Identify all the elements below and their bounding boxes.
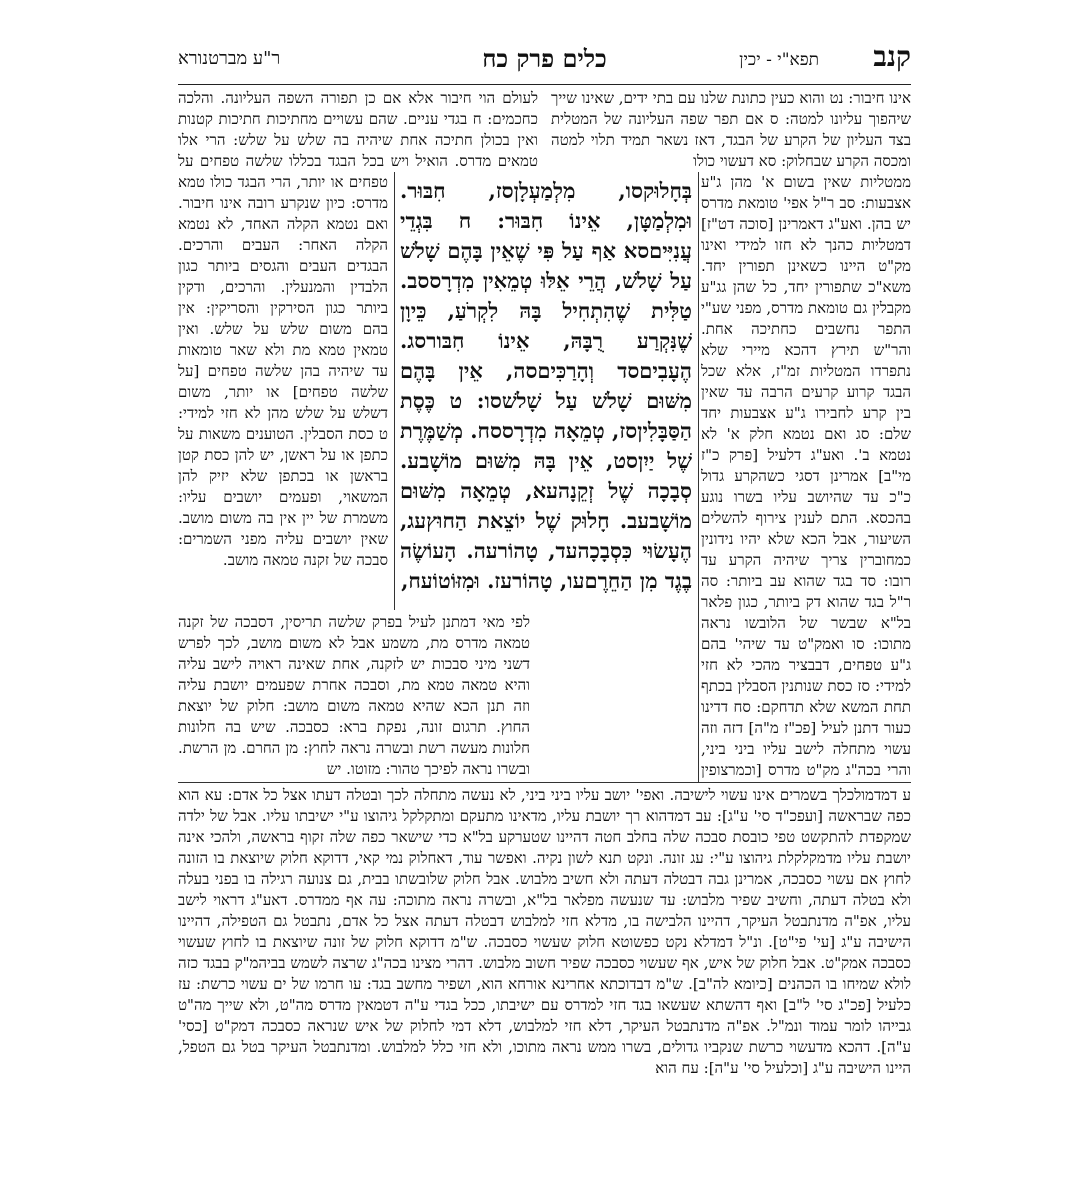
- yachin-text-narrow: ממטליות שאין בשום א' מהן ג"ע אצבעות: סב ר"ל אפי' טומאת מדרס יש בהן. ואע"ג דאמרינן [סוכה דט"ז] דמטליות כהנך לא חזו למידי ואינו מק"ט היינו כשאינן תפורין יחד. משא"כ שתפורין יחד, כל שהן גג"ע מקבלין גם טומאת מדרס, מפני שע"י התפר נחשבים כחתיכה אחת. והר"ש תירץ דהכא מיירי שלא נתפרדו המטליות זמ"ז, אלא שכל הבגד קרוע קרעים הרבה עד שאין בין קרע לחבירו ג"ע אצבעות יחד שלם: סג ואם נטמא חלק א' לא נטמא ב'. ואע"ג דלעיל [פרק כ"ז מי"ב] אמרינן דסגי כשהקרע גדול כ"כ עד שהיושב עליו בשרו נוגע בהכסא. התם לענין צירוף להשלים השיעור, אבל הכא שלא יהיו נידונין כמחוברין צריך שיהיה הקרע עד רובו: סד בגד שהוא עב ביותר: סה ר"ל בגד שהוא דק ביותר, כגון פלאר בל"א שבשר של הלובשו נראה מתוכו: סו ואמק"ט עד שיהי' בהם ג"ע טפחים, דבבציר מהכי לא חזי למידי: סז כסת שנותנין הסבלין בכתף תחת המשא שלא תדחקם: סח דדינו כעור דתנן לעיל [פכ"ז מ"ה] דזה וזה עשוי מתחלה לישב עליו ביני ביני, והרי בכה"ג מק"ט מדרס [וכמרצופין: [701, 173, 911, 779]
- yachin-text-top: אינו חיבור: נט והוא כעין כתונת שלנו עם בתי ידים, שאינו שייך שיהפוך עליונו למטה: ס אם תפר שפה העליונה של המטלית בצד העליון של הקרע של הבגד, דאז נשאר תמיד תלוי למטה ומכסה הקרע שבחלוק: סא דעשוי כולו: [551, 89, 911, 170]
- section-divider: [178, 782, 911, 783]
- page-header: [178, 40, 911, 85]
- yachin-commentary-narrow: [701, 172, 911, 782]
- column-divider-right: [698, 172, 699, 782]
- yachin-commentary-bottom: [178, 785, 911, 1175]
- bartenura-label: ר"ע מברטנורא: [178, 48, 281, 69]
- commentary-range: תפא"י - יכין: [739, 50, 819, 70]
- bartenura-commentary-narrow: [178, 172, 388, 610]
- yachin-text-bottom: ע דמדמולכלך בשמרים אינו עשוי לישיבה. ואפי' יושב עליו ביני ביני, לא נעשה מתחלה לכך ובטלה דעתו אצל כל אדם: עא הוא כפה שבראשה [ועפכ"ד סי' ע"ג]: עב דמדהוא רך יושבת עליו, מדאינו מתעקם ומתקלקל גיהוצו ע"י ישיבתו עליו. אבל של ילדה שמקפדת להתקשט טפי כובסת סבכה שלה בחלב חטה דהיינו שטערקע בל"א כדי שישאר כפה שלה זקוף בראשה, ולהכי אינה יושבת עליו מדמקלקלת גיהוצו ע"י: עג זונה. ונקט תנא לשון נקיה. ואפשר עוד, דאחלוק נמי קאי, דדוקא חלוק שיוצאת בו הזונה לחוץ אם עשוי כסבכה, אמרינן גבה דבטלה דעתה ולא חשיב מלבוש. אבל חלוק שלובשתו בבית, גם צנועה רגילה בו בפני בעלה ולא בטלה דעתה, וחשיב שפיר מלבוש: עד שנעשה מפלאר בל"א, ובשרה נראה מתוכה: עה אף ממדרס. דאע"ג דראוי לישב עליו, אפ"ה מדנתבטל העיקר, דהיינו הלבישה בו, מדלא חזי למלבוש דבטלה דעתה אצל כל אדם, נתבטל גם הטפילה, דהיינו הישיבה ע"ג [עי' פי"ט]. ונ"ל דמדלא נקט כפשוטא חלוק שעשוי כסבכה. ש"מ דדוקא חלוק של זונה שיוצאת בו לחוץ שעשוי כסבכה אמק"ט. אבל חלוק של איש, אף שעשוי כסבכה שפיר חשוב מלבוש. דהרי מצינו בכה"ג שרצה לשמש בביהמ"ק בבגד כזה לולא שמיחו בו הכהנים [כיומא לה"ב]. ש"מ דבדוכתא אחרינא אורחא הוא, ושפיר מחשב בגד: עו חרמו של ים עשוי כרשת: עז כלעיל [פכ"ג סי' ל"ב] ואף דהשתא שעשאו בגד חזי למדרס עם ישיבתו, ככל בגדי ע"ה דטמאין מדרס מה"ט, ולא שייך מה"ט גבייהו לומר עמוד ונמ"ל. אפ"ה מדנתבטל העיקר, דלא חזי למלבוש, דלא דמי לחלוק של איש שנראה כסבכה דמק"ט [כסי' ע"ה]. דהכא מדעשוי כרשת שנקביו גדולים, בשרו ממש נראה מתוכו, ולא חזי כלל למלבוש. ומדנתבטל העיקר בטל גם הטפל, היינו הישיבה ע"ג [וכלעיל סי' ע"ה]: עח הוא: [178, 786, 911, 1077]
- bartenura-commentary-top: [178, 88, 538, 172]
- bartenura-text-bottom: לפי מאי דמתנן לעיל בפרק שלשה תריסין, דסבכה של זקנה טמאה מדרס מת, משמע אבל לא משום מושב, לכך לפרש דשני מיני סבכות יש לזקנה, אחת שאינה ראויה לישב עליה והיא טמאה טמא מת, וסבכה אחרת שפעמים יושבת עליה וזה תנן הכא שהיא טמאה משום מושב: חלוק של יוצאת החוץ. תרגום זונה, נפקת ברא: כסבכה. שיש בה חלונות חלונות מעשה רשת ובשרה נראה לחוץ: מן החרם. מן הרשת. ובשרו נראה לפיכך טהור: מזוטו. יש: [178, 613, 530, 778]
- bartenura-text-narrow: טפחים או יותר, הרי הבגד כולו טמא מדרס: כיון שנקרע רובה אינו חיבור. ואם נטמא הקלה האחד, לא נטמא הקלה האחר: העבים והרכים. הבגדים העבים והגסים ביותר כגון הלבדין והמנעלין. והרכים, ודקין ביותר כגון הסירקין והסריקין: אין בהם משום שלש על שלש. ואין טמאין טמא מת ולא שאר טומאות עד שיהיה בהן שלשה טפחים [על שלשה טפחים] או יותר, משום דשלש על שלש מהן לא חזי למידי: ט כסת הסבלין. הטוענים משאות על כתפן או על ראשן, יש להן כסת קטן בראשן או בכתפן שלא יזיק להן המשאוי, ופעמים יושבים עליו: משמרת של יין אין בה משום מושב. שאין יושבים עליה מפני השמרים: סבכה של זקנה טמאה מושב.: [178, 173, 388, 569]
- mishna-text: [400, 176, 692, 608]
- bartenura-text-top: לעולם הוי חיבור אלא אם כן תפורה השפה העליונה. והלכה כחכמים: ח בגדי עניים. שהם עשויים מחתיכות חתיכות קטנות ואין בכולן חתיכה אחת שיהיה בה שלש על שלש: הרי אלו טמאים מדרס. הואיל ויש בכל הבגד בכללו שלשה טפחים על: [178, 89, 538, 170]
- bartenura-commentary-bottom: [178, 612, 530, 782]
- page-number: קנב: [873, 40, 911, 73]
- mishna-paragraph: בְּחָלוּקסו, מִלְמַעְלָןסז, חִבּוּר. וּמִלְמַטָּן, אֵינוֹ חִבּוּר: ח בִּגְדֵי עֲנִיִּיםסא אַף עַל פִּי שֶׁאֵין בָּהֶם שָׁלֹשׁ עַל שָׁלֹשׁ, הֲרֵי אֵלּוּ טְמֵאִין מִדְרָססב. טַלִּית שֶׁהִתְחִיל בָּהּ לִקְרֹעַ, כֵּיוָן שֶׁנִּקְרַע רֻבָּהּ, אֵינוֹ חִבּורסג. הֶעָבִיםסד וְהָרַכִּיםסה, אֵין בָּהֶם מִשּׁוּם שָׁלֹשׁ עַל שָׁלֹשׁסו: ט כֶּסֶת הַסַּבָּלִיןסז, טְמֵאָה מִדְרָססח. מְשַׁמֶּרֶת שֶׁל יַיִןסט, אֵין בָּהּ מִשּׁוּם מוֹשָׁבע. סְבָכָה שֶׁל זְקֵנָהעא, טְמֵאָה מִשּׁוּם מוֹשָׁבעב. חָלוּק שֶׁל יוֹצֵאת הַחוּץעג, הֶעָשׂוּי כִּסְבָכָהעד, טָהוֹרעה. הָעוֹשֶׂה בֶגֶד מִן הַחֵרֶםעו, טָהוֹרעז. וּמִזּוֹטוֹעח,: [400, 178, 692, 593]
- yachin-commentary-top: [551, 88, 911, 172]
- page-title: כלים פרק כח: [482, 44, 607, 73]
- column-divider-left: [394, 172, 395, 610]
